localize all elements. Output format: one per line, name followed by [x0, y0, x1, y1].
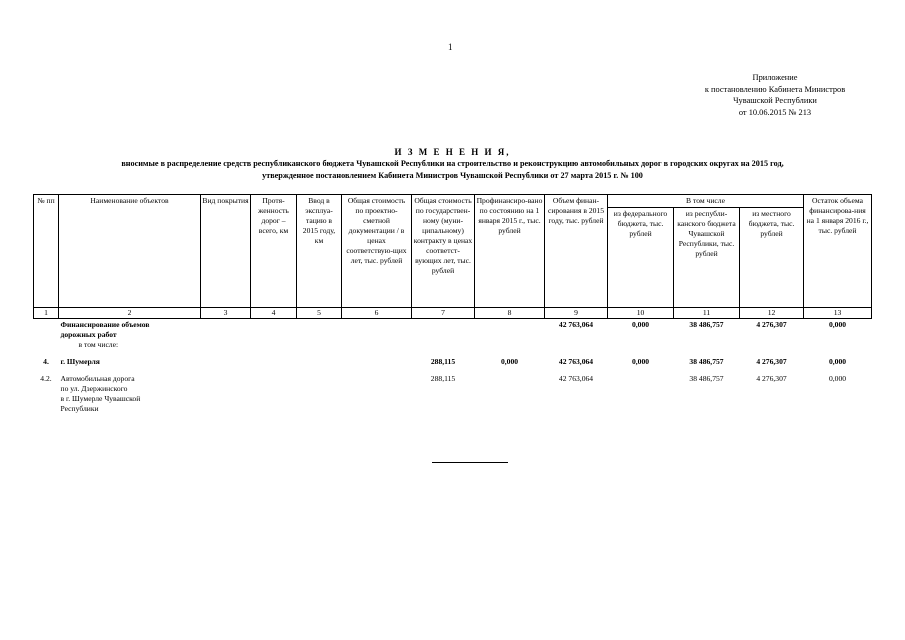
- city-col-11: 38 486,757: [689, 357, 724, 366]
- header-col-13: Остаток объема финансирова-ния на 1 января 2016 г., тыс. рублей: [804, 195, 872, 308]
- column-number-row: [34, 308, 872, 319]
- object-name-line: Автомобильная дорога: [60, 374, 135, 383]
- header-col-9: Объем финан-сирования в 2015 году, тыс. рублей: [545, 195, 608, 308]
- funding-table: [33, 194, 872, 415]
- city-col-7: 288,115: [430, 357, 456, 366]
- document-subtitle: [0, 158, 905, 181]
- closing-rule: [432, 462, 508, 463]
- column-number: 6: [342, 308, 412, 319]
- column-number: 2: [59, 308, 201, 319]
- object-row-name: [59, 368, 201, 415]
- including-label: в том числе:: [78, 340, 119, 349]
- city-col-8: 0,000: [500, 357, 519, 366]
- appendix-line: к постановлению Кабинета Министров: [704, 84, 846, 94]
- header-col-2: Наименование объектов: [59, 195, 201, 308]
- city-col-13: 0,000: [828, 357, 847, 366]
- column-number: 7: [412, 308, 475, 319]
- total-col-11: 38 486,757: [689, 320, 724, 329]
- subtitle-line: вносимые в распределение средств республиканского бюджета Чувашской Республики на строительство и реконструкцию автомобильных дорог в городских округах на 2015 год,: [121, 159, 784, 168]
- total-col-13: 0,000: [828, 320, 847, 329]
- total-row-name: [59, 319, 201, 352]
- object-col-9: 42 763,064: [558, 374, 594, 383]
- column-number: 4: [251, 308, 297, 319]
- column-number: 5: [297, 308, 342, 319]
- header-col-1: № пп: [34, 195, 59, 308]
- header-col-6: Общая стоимость по проектно-сметной документации / в ценах соответствую-щих лет, тыс. рублей: [342, 195, 412, 308]
- document-title: И З М Е Н Е Н И Я,: [394, 147, 511, 157]
- header-col-10: из федерального бюджета, тыс. рублей: [608, 208, 674, 308]
- object-row-num: 4.2.: [40, 374, 52, 383]
- column-number: 10: [608, 308, 674, 319]
- header-col-3: Вид покрытия: [201, 195, 251, 308]
- appendix-date-line: от 10.06.2015 № 213: [738, 107, 812, 117]
- subtitle-line: утвержденное постановлением Кабинета Министров Чувашской Республики от 27 марта 2015 г. № 100: [262, 170, 643, 180]
- column-number: 1: [34, 308, 59, 319]
- column-number: 12: [740, 308, 804, 319]
- object-col-12: 4 276,307: [756, 374, 787, 383]
- appendix-line: Чувашской Республики: [733, 96, 817, 105]
- object-name-line: по ул. Дзержинского: [60, 384, 128, 393]
- total-col-9: 42 763,064: [558, 320, 594, 329]
- total-col-12: 4 276,307: [756, 320, 787, 329]
- appendix-line: Приложение: [752, 73, 798, 82]
- header-col-12: из местного бюджета, тыс. рублей: [740, 208, 804, 308]
- city-col-9: 42 763,064: [558, 357, 594, 366]
- column-number: 3: [201, 308, 251, 319]
- header-col-11: из республи-канского бюджета Чувашской Республики, тыс. рублей: [674, 208, 740, 308]
- header-col-5: Ввод в эксплуа-тацию в 2015 году, км: [297, 195, 342, 308]
- object-col-13: 0,000: [828, 374, 847, 383]
- header-col-8: Профинансиро-вано по состоянию на 1 января 2015 г., тыс. рублей: [475, 195, 545, 308]
- header-col-4: Протя-женность дорог – всего, км: [251, 195, 297, 308]
- total-row: [34, 319, 872, 352]
- object-name-line: Республики: [60, 404, 99, 413]
- total-col-10: 0,000: [631, 320, 650, 329]
- column-number: 8: [475, 308, 545, 319]
- city-col-12: 4 276,307: [756, 357, 787, 366]
- object-col-7: 288,115: [430, 374, 456, 383]
- total-name-line: Финансирование объемов: [60, 320, 150, 329]
- object-name-line: в г. Шумерле Чувашской: [60, 394, 141, 403]
- page-number: 1: [448, 42, 453, 52]
- city-row: [34, 351, 872, 368]
- object-col-11: 38 486,757: [689, 374, 724, 383]
- appendix-block: [650, 72, 900, 118]
- city-row-name: г. Шумерля: [60, 357, 100, 366]
- header-group-including: В том числе: [608, 195, 804, 208]
- city-col-10: 0,000: [631, 357, 650, 366]
- header-col-7: Общая стоимость по государствен-ному (муни-ципальному) контракту в ценах соответст-вующих лет, тыс. рублей: [412, 195, 475, 308]
- header-row: [34, 195, 872, 208]
- total-name-line: дорожных работ: [60, 330, 117, 339]
- column-number: 9: [545, 308, 608, 319]
- column-number: 13: [804, 308, 872, 319]
- column-number: 11: [674, 308, 740, 319]
- object-row: [34, 368, 872, 415]
- city-row-num: 4.: [43, 357, 49, 366]
